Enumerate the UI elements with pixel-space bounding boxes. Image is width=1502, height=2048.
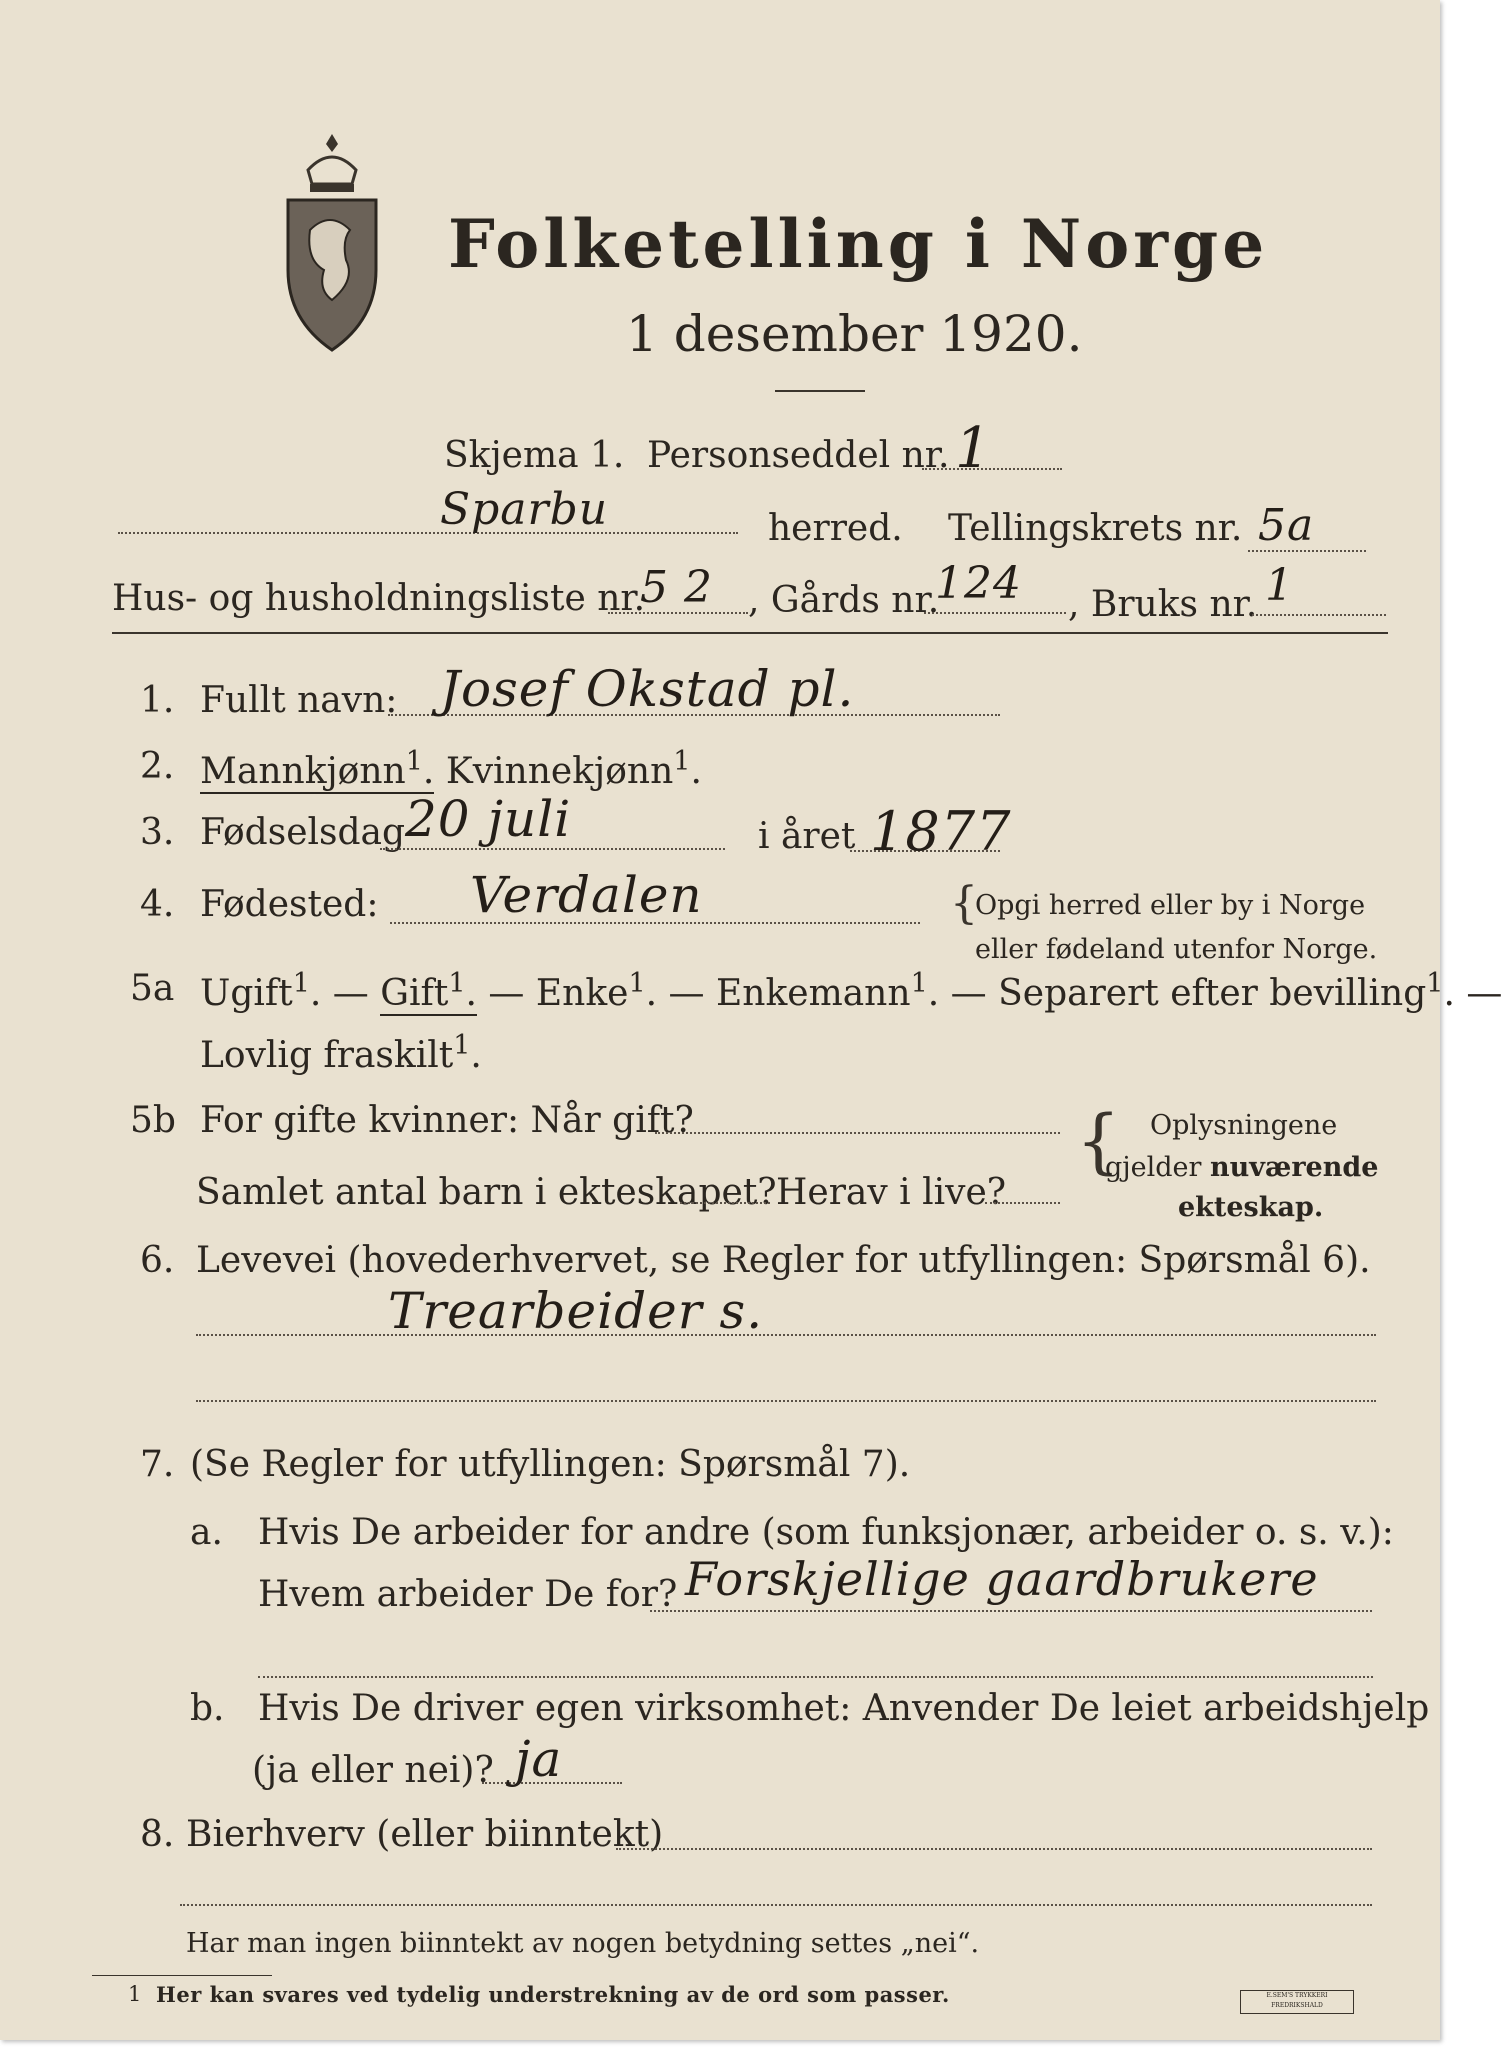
q6-number: 6. xyxy=(140,1240,175,1281)
marriage-note-line1: Oplysningene xyxy=(1150,1110,1338,1141)
sex-options xyxy=(200,746,702,792)
header-divider xyxy=(112,632,1388,634)
children-total-line xyxy=(680,1202,770,1204)
birthplace-note-brace: { xyxy=(950,878,978,929)
bruks-value: 1 xyxy=(1265,560,1294,611)
norwegian-coat-of-arms-logo xyxy=(280,130,385,359)
occupation-value: Trearbeider s. xyxy=(388,1282,764,1340)
employer-line-1 xyxy=(650,1610,1372,1612)
tellingskrets-value: 5a xyxy=(1258,500,1315,551)
employer-line-2 xyxy=(258,1676,1373,1678)
side-income-line-2 xyxy=(180,1904,1372,1906)
personseddel-label: Personseddel nr. xyxy=(647,435,950,476)
footnote-divider xyxy=(92,1975,272,1976)
marriage-note-line2: gjelder nuværende xyxy=(1105,1152,1379,1183)
employer-label: Hvem arbeider De for? xyxy=(258,1574,678,1615)
q5b-number: 5b xyxy=(130,1100,176,1141)
q7-label: (Se Regler for utfyllingen: Spørsmål 7). xyxy=(190,1444,911,1485)
full-name-value: Josef Okstad pl. xyxy=(440,660,855,718)
schema-label: Skjema 1. xyxy=(444,435,625,476)
marriage-note-brace: { xyxy=(1076,1100,1121,1182)
hired-help-value: ja xyxy=(515,1730,563,1788)
title-divider xyxy=(775,390,865,392)
birthplace-value: Verdalen xyxy=(470,866,703,924)
q5a-number: 5a xyxy=(130,968,175,1009)
q2-number: 2. xyxy=(140,746,175,787)
married-when-line xyxy=(655,1132,1060,1134)
husholdningsliste-label: Hus- og husholdningsliste nr. xyxy=(112,578,646,619)
status-ugift: Ugift$^1$. xyxy=(200,968,322,1014)
side-income-label: Bierhverv (eller biinntekt) xyxy=(186,1814,664,1855)
children-alive-line xyxy=(985,1202,1060,1204)
herred-value: Sparbu xyxy=(440,484,609,535)
male-option-underlined: Mannkjønn$^1$. xyxy=(200,746,435,792)
gards-label: , Gårds nr. xyxy=(748,580,940,621)
birth-year-label: i året xyxy=(758,816,856,857)
birth-year-value: 1877 xyxy=(870,800,1012,863)
status-separert: Separert efter bevilling$^1$. xyxy=(998,968,1455,1014)
birthday-label: Fødselsdag xyxy=(200,812,406,853)
marital-status-options: Ugift$^1$. — Gift$^1$. — Enke$^1$. — Enkemann$^1$. — Separert efter bevilling$^1$. — xyxy=(200,968,1502,1014)
occupation-line-2 xyxy=(196,1400,1376,1402)
employer-value: Forskjellige gaardbrukere xyxy=(685,1552,1319,1606)
tellingskrets-label: Tellingskrets nr. xyxy=(948,508,1243,549)
herred-label: herred. xyxy=(768,508,903,549)
status-enke: Enke$^1$. xyxy=(535,968,658,1014)
no-income-note: Har man ingen biinntekt av nogen betydning settes „nei“. xyxy=(186,1928,980,1959)
q3-number: 3. xyxy=(140,812,175,853)
footnote-text: Her kan svares ved tydelig understrekning av de ord som passer. xyxy=(156,1982,950,2007)
personseddel-line xyxy=(922,468,1062,470)
birthday-value: 20 juli xyxy=(405,790,572,848)
herred-line xyxy=(118,532,738,534)
birthday-line xyxy=(380,848,725,850)
gards-line xyxy=(924,612,1066,614)
q4-number: 4. xyxy=(140,884,175,925)
q7b-letter: b. xyxy=(190,1688,225,1729)
q7-number: 7. xyxy=(140,1444,175,1485)
printer-stamp: E.SEM'S TRYKKERI FREDRIKSHALD xyxy=(1240,1990,1354,2014)
female-option: Kvinnekjønn$^1$. xyxy=(445,746,702,792)
q1-number: 1. xyxy=(140,680,175,721)
marriage-note-line3: ekteskap. xyxy=(1178,1192,1324,1223)
hired-help-label: (ja eller nei)? xyxy=(252,1750,494,1791)
full-name-label: Fullt navn: xyxy=(200,680,398,721)
status-enkemann: Enkemann$^1$. xyxy=(716,968,940,1014)
children-total-label: Samlet antal barn i ekteskapet? xyxy=(196,1172,777,1213)
gards-value: 124 xyxy=(935,558,1022,609)
side-income-line-1 xyxy=(616,1848,1372,1850)
footnote-mark: 1 xyxy=(128,1982,142,2006)
bruks-line xyxy=(1252,614,1386,616)
status-gift-underlined: Gift$^1$. xyxy=(380,968,477,1014)
q8-number: 8. xyxy=(140,1814,175,1855)
birthplace-label: Fødested: xyxy=(200,884,379,925)
q7a-text: Hvis De arbeider for andre (som funksjonær, arbeider o. s. v.): xyxy=(258,1512,1394,1553)
census-date: 1 desember 1920. xyxy=(626,305,1083,363)
occupation-line-1 xyxy=(196,1334,1376,1336)
q7b-text: Hvis De driver egen virksomhet: Anvender De leiet arbeidshjelp xyxy=(258,1688,1430,1729)
children-alive-label: Herav i live? xyxy=(776,1172,1007,1213)
occupation-label: Levevei (hovederhvervet, se Regler for utfyllingen: Spørsmål 6). xyxy=(196,1240,1371,1281)
birthplace-note-line1: Opgi herred eller by i Norge xyxy=(975,890,1366,921)
married-when-label: For gifte kvinner: Når gift? xyxy=(200,1100,694,1141)
status-fraskilt: Lovlig fraskilt$^1$. xyxy=(200,1030,482,1076)
birthplace-note-line2: eller fødeland utenfor Norge. xyxy=(975,934,1378,965)
personseddel-value: 1 xyxy=(955,416,992,481)
bruks-label: , Bruks nr. xyxy=(1068,584,1258,625)
form-title: Folketelling i Norge xyxy=(448,205,1269,283)
q7a-letter: a. xyxy=(190,1512,223,1553)
husholdningsliste-value: 5 2 xyxy=(640,562,713,613)
